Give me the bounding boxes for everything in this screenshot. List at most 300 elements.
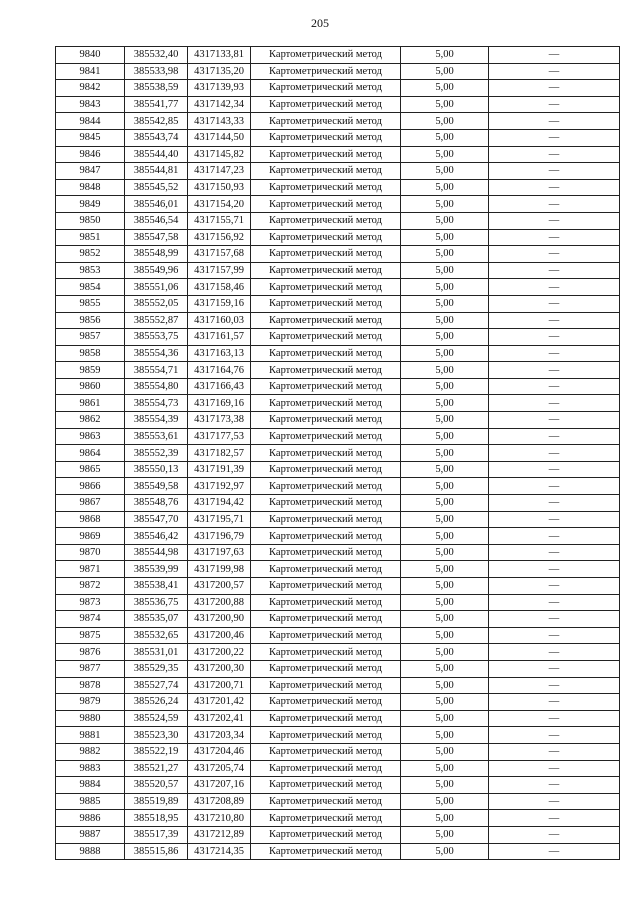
accuracy-cell: 5,00	[401, 843, 489, 860]
x-coordinate-cell: 385533,98	[125, 63, 188, 80]
method-cell: Картометрический метод	[251, 279, 401, 296]
y-coordinate-cell: 4317155,71	[188, 212, 251, 229]
x-coordinate-cell: 385517,39	[125, 826, 188, 843]
description-cell: —	[489, 660, 620, 677]
point-number-cell: 9863	[56, 428, 125, 445]
table-row	[56, 412, 620, 429]
description-cell: —	[489, 760, 620, 777]
method-cell: Картометрический метод	[251, 710, 401, 727]
method-cell: Картометрический метод	[251, 561, 401, 578]
point-number-cell: 9885	[56, 793, 125, 810]
description-cell: —	[489, 826, 620, 843]
y-coordinate-cell: 4317195,71	[188, 511, 251, 528]
point-number-cell: 9854	[56, 279, 125, 296]
y-coordinate-cell: 4317194,42	[188, 495, 251, 512]
accuracy-cell: 5,00	[401, 362, 489, 379]
accuracy-cell: 5,00	[401, 793, 489, 810]
x-coordinate-cell: 385539,99	[125, 561, 188, 578]
method-cell: Картометрический метод	[251, 677, 401, 694]
accuracy-cell: 5,00	[401, 461, 489, 478]
point-number-cell: 9840	[56, 47, 125, 64]
description-cell: —	[489, 262, 620, 279]
point-number-cell: 9876	[56, 644, 125, 661]
point-number-cell: 9887	[56, 826, 125, 843]
method-cell: Картометрический метод	[251, 478, 401, 495]
y-coordinate-cell: 4317208,89	[188, 793, 251, 810]
accuracy-cell: 5,00	[401, 644, 489, 661]
description-cell: —	[489, 428, 620, 445]
x-coordinate-cell: 385548,99	[125, 246, 188, 263]
accuracy-cell: 5,00	[401, 511, 489, 528]
table-row	[56, 312, 620, 329]
method-cell: Картометрический метод	[251, 96, 401, 113]
point-number-cell: 9873	[56, 594, 125, 611]
x-coordinate-cell: 385547,70	[125, 511, 188, 528]
table-row	[56, 196, 620, 213]
accuracy-cell: 5,00	[401, 212, 489, 229]
method-cell: Картометрический метод	[251, 777, 401, 794]
accuracy-cell: 5,00	[401, 743, 489, 760]
table-row	[56, 129, 620, 146]
description-cell: —	[489, 478, 620, 495]
method-cell: Картометрический метод	[251, 163, 401, 180]
y-coordinate-cell: 4317203,34	[188, 727, 251, 744]
accuracy-cell: 5,00	[401, 677, 489, 694]
y-coordinate-cell: 4317161,57	[188, 329, 251, 346]
method-cell: Картометрический метод	[251, 212, 401, 229]
table-row	[56, 329, 620, 346]
method-cell: Картометрический метод	[251, 694, 401, 711]
description-cell: —	[489, 777, 620, 794]
description-cell: —	[489, 345, 620, 362]
description-cell: —	[489, 113, 620, 130]
y-coordinate-cell: 4317169,16	[188, 395, 251, 412]
table-row	[56, 644, 620, 661]
method-cell: Картометрический метод	[251, 528, 401, 545]
point-number-cell: 9853	[56, 262, 125, 279]
y-coordinate-cell: 4317135,20	[188, 63, 251, 80]
method-cell: Картометрический метод	[251, 47, 401, 64]
accuracy-cell: 5,00	[401, 578, 489, 595]
method-cell: Картометрический метод	[251, 412, 401, 429]
method-cell: Картометрический метод	[251, 329, 401, 346]
x-coordinate-cell: 385552,87	[125, 312, 188, 329]
table-row	[56, 677, 620, 694]
method-cell: Картометрический метод	[251, 362, 401, 379]
x-coordinate-cell: 385538,41	[125, 578, 188, 595]
method-cell: Картометрический метод	[251, 312, 401, 329]
x-coordinate-cell: 385546,42	[125, 528, 188, 545]
description-cell: —	[489, 561, 620, 578]
y-coordinate-cell: 4317166,43	[188, 378, 251, 395]
table-row	[56, 47, 620, 64]
description-cell: —	[489, 129, 620, 146]
point-number-cell: 9870	[56, 544, 125, 561]
accuracy-cell: 5,00	[401, 246, 489, 263]
x-coordinate-cell: 385547,58	[125, 229, 188, 246]
y-coordinate-cell: 4317177,53	[188, 428, 251, 445]
y-coordinate-cell: 4317210,80	[188, 810, 251, 827]
y-coordinate-cell: 4317157,99	[188, 262, 251, 279]
point-number-cell: 9846	[56, 146, 125, 163]
point-number-cell: 9859	[56, 362, 125, 379]
description-cell: —	[489, 47, 620, 64]
x-coordinate-cell: 385524,59	[125, 710, 188, 727]
accuracy-cell: 5,00	[401, 129, 489, 146]
accuracy-cell: 5,00	[401, 146, 489, 163]
point-number-cell: 9855	[56, 295, 125, 312]
point-number-cell: 9860	[56, 378, 125, 395]
method-cell: Картометрический метод	[251, 445, 401, 462]
method-cell: Картометрический метод	[251, 196, 401, 213]
x-coordinate-cell: 385553,75	[125, 329, 188, 346]
description-cell: —	[489, 246, 620, 263]
accuracy-cell: 5,00	[401, 594, 489, 611]
description-cell: —	[489, 179, 620, 196]
description-cell: —	[489, 677, 620, 694]
accuracy-cell: 5,00	[401, 412, 489, 429]
accuracy-cell: 5,00	[401, 428, 489, 445]
description-cell: —	[489, 495, 620, 512]
x-coordinate-cell: 385529,35	[125, 660, 188, 677]
method-cell: Картометрический метод	[251, 743, 401, 760]
x-coordinate-cell: 385542,85	[125, 113, 188, 130]
x-coordinate-cell: 385536,75	[125, 594, 188, 611]
description-cell: —	[489, 710, 620, 727]
table-row	[56, 843, 620, 860]
accuracy-cell: 5,00	[401, 760, 489, 777]
x-coordinate-cell: 385550,13	[125, 461, 188, 478]
table-row	[56, 279, 620, 296]
point-number-cell: 9867	[56, 495, 125, 512]
table-row	[56, 395, 620, 412]
method-cell: Картометрический метод	[251, 810, 401, 827]
x-coordinate-cell: 385515,86	[125, 843, 188, 860]
description-cell: —	[489, 511, 620, 528]
point-number-cell: 9882	[56, 743, 125, 760]
x-coordinate-cell: 385552,05	[125, 295, 188, 312]
table-row	[56, 561, 620, 578]
x-coordinate-cell: 385531,01	[125, 644, 188, 661]
table-row	[56, 826, 620, 843]
point-number-cell: 9850	[56, 212, 125, 229]
method-cell: Картометрический метод	[251, 63, 401, 80]
x-coordinate-cell: 385546,54	[125, 212, 188, 229]
description-cell: —	[489, 146, 620, 163]
point-number-cell: 9871	[56, 561, 125, 578]
method-cell: Картометрический метод	[251, 179, 401, 196]
y-coordinate-cell: 4317147,23	[188, 163, 251, 180]
point-number-cell: 9886	[56, 810, 125, 827]
point-number-cell: 9861	[56, 395, 125, 412]
coordinates-table	[55, 46, 620, 860]
y-coordinate-cell: 4317159,16	[188, 295, 251, 312]
table-row	[56, 428, 620, 445]
x-coordinate-cell: 385544,98	[125, 544, 188, 561]
description-cell: —	[489, 229, 620, 246]
description-cell: —	[489, 594, 620, 611]
table-row	[56, 146, 620, 163]
method-cell: Картометрический метод	[251, 378, 401, 395]
x-coordinate-cell: 385554,39	[125, 412, 188, 429]
point-number-cell: 9849	[56, 196, 125, 213]
method-cell: Картометрический метод	[251, 760, 401, 777]
x-coordinate-cell: 385535,07	[125, 611, 188, 628]
x-coordinate-cell: 385532,65	[125, 627, 188, 644]
page-number: 205	[311, 16, 329, 30]
accuracy-cell: 5,00	[401, 229, 489, 246]
description-cell: —	[489, 196, 620, 213]
y-coordinate-cell: 4317163,13	[188, 345, 251, 362]
point-number-cell: 9842	[56, 80, 125, 97]
point-number-cell: 9877	[56, 660, 125, 677]
description-cell: —	[489, 694, 620, 711]
method-cell: Картометрический метод	[251, 129, 401, 146]
x-coordinate-cell: 385519,89	[125, 793, 188, 810]
point-number-cell: 9844	[56, 113, 125, 130]
description-cell: —	[489, 528, 620, 545]
table-row	[56, 793, 620, 810]
table-row	[56, 445, 620, 462]
x-coordinate-cell: 385543,74	[125, 129, 188, 146]
point-number-cell: 9845	[56, 129, 125, 146]
y-coordinate-cell: 4317160,03	[188, 312, 251, 329]
method-cell: Картометрический метод	[251, 80, 401, 97]
y-coordinate-cell: 4317200,22	[188, 644, 251, 661]
x-coordinate-cell: 385552,39	[125, 445, 188, 462]
y-coordinate-cell: 4317214,35	[188, 843, 251, 860]
accuracy-cell: 5,00	[401, 611, 489, 628]
accuracy-cell: 5,00	[401, 727, 489, 744]
table-row	[56, 760, 620, 777]
accuracy-cell: 5,00	[401, 777, 489, 794]
y-coordinate-cell: 4317143,33	[188, 113, 251, 130]
y-coordinate-cell: 4317133,81	[188, 47, 251, 64]
method-cell: Картометрический метод	[251, 295, 401, 312]
point-number-cell: 9872	[56, 578, 125, 595]
y-coordinate-cell: 4317164,76	[188, 362, 251, 379]
method-cell: Картометрический метод	[251, 627, 401, 644]
description-cell: —	[489, 727, 620, 744]
y-coordinate-cell: 4317182,57	[188, 445, 251, 462]
method-cell: Картометрический метод	[251, 229, 401, 246]
accuracy-cell: 5,00	[401, 262, 489, 279]
x-coordinate-cell: 385520,57	[125, 777, 188, 794]
method-cell: Картометрический метод	[251, 345, 401, 362]
description-cell: —	[489, 611, 620, 628]
table-row	[56, 378, 620, 395]
description-cell: —	[489, 445, 620, 462]
table-row	[56, 295, 620, 312]
table-row	[56, 727, 620, 744]
description-cell: —	[489, 362, 620, 379]
description-cell: —	[489, 627, 620, 644]
x-coordinate-cell: 385526,24	[125, 694, 188, 711]
method-cell: Картометрический метод	[251, 578, 401, 595]
accuracy-cell: 5,00	[401, 395, 489, 412]
table-row	[56, 179, 620, 196]
point-number-cell: 9881	[56, 727, 125, 744]
point-number-cell: 9888	[56, 843, 125, 860]
point-number-cell: 9879	[56, 694, 125, 711]
point-number-cell: 9862	[56, 412, 125, 429]
accuracy-cell: 5,00	[401, 163, 489, 180]
method-cell: Картометрический метод	[251, 644, 401, 661]
table-row	[56, 461, 620, 478]
y-coordinate-cell: 4317200,71	[188, 677, 251, 694]
point-number-cell: 9865	[56, 461, 125, 478]
point-number-cell: 9884	[56, 777, 125, 794]
y-coordinate-cell: 4317156,92	[188, 229, 251, 246]
table-row	[56, 544, 620, 561]
y-coordinate-cell: 4317201,42	[188, 694, 251, 711]
x-coordinate-cell: 385554,36	[125, 345, 188, 362]
accuracy-cell: 5,00	[401, 312, 489, 329]
accuracy-cell: 5,00	[401, 329, 489, 346]
point-number-cell: 9878	[56, 677, 125, 694]
description-cell: —	[489, 793, 620, 810]
method-cell: Картометрический метод	[251, 826, 401, 843]
x-coordinate-cell: 385527,74	[125, 677, 188, 694]
y-coordinate-cell: 4317197,63	[188, 544, 251, 561]
x-coordinate-cell: 385518,95	[125, 810, 188, 827]
table-row	[56, 528, 620, 545]
point-number-cell: 9841	[56, 63, 125, 80]
accuracy-cell: 5,00	[401, 295, 489, 312]
accuracy-cell: 5,00	[401, 660, 489, 677]
x-coordinate-cell: 385549,96	[125, 262, 188, 279]
accuracy-cell: 5,00	[401, 710, 489, 727]
y-coordinate-cell: 4317207,16	[188, 777, 251, 794]
table-row	[56, 694, 620, 711]
x-coordinate-cell: 385521,27	[125, 760, 188, 777]
accuracy-cell: 5,00	[401, 63, 489, 80]
method-cell: Картометрический метод	[251, 727, 401, 744]
table-row	[56, 229, 620, 246]
description-cell: —	[489, 329, 620, 346]
method-cell: Картометрический метод	[251, 793, 401, 810]
table-row	[56, 163, 620, 180]
y-coordinate-cell: 4317196,79	[188, 528, 251, 545]
x-coordinate-cell: 385553,61	[125, 428, 188, 445]
table-row	[56, 113, 620, 130]
table-row	[56, 594, 620, 611]
description-cell: —	[489, 279, 620, 296]
y-coordinate-cell: 4317200,88	[188, 594, 251, 611]
x-coordinate-cell: 385554,73	[125, 395, 188, 412]
accuracy-cell: 5,00	[401, 113, 489, 130]
method-cell: Картометрический метод	[251, 594, 401, 611]
point-number-cell: 9858	[56, 345, 125, 362]
point-number-cell: 9843	[56, 96, 125, 113]
accuracy-cell: 5,00	[401, 495, 489, 512]
accuracy-cell: 5,00	[401, 810, 489, 827]
accuracy-cell: 5,00	[401, 826, 489, 843]
y-coordinate-cell: 4317205,74	[188, 760, 251, 777]
x-coordinate-cell: 385532,40	[125, 47, 188, 64]
x-coordinate-cell: 385554,71	[125, 362, 188, 379]
table-row	[56, 777, 620, 794]
description-cell: —	[489, 163, 620, 180]
description-cell: —	[489, 644, 620, 661]
description-cell: —	[489, 212, 620, 229]
table-row	[56, 246, 620, 263]
point-number-cell: 9880	[56, 710, 125, 727]
description-cell: —	[489, 412, 620, 429]
table-row	[56, 362, 620, 379]
table-row	[56, 611, 620, 628]
x-coordinate-cell: 385522,19	[125, 743, 188, 760]
point-number-cell: 9848	[56, 179, 125, 196]
y-coordinate-cell: 4317139,93	[188, 80, 251, 97]
method-cell: Картометрический метод	[251, 511, 401, 528]
y-coordinate-cell: 4317150,93	[188, 179, 251, 196]
y-coordinate-cell: 4317204,46	[188, 743, 251, 760]
method-cell: Картометрический метод	[251, 395, 401, 412]
description-cell: —	[489, 378, 620, 395]
accuracy-cell: 5,00	[401, 47, 489, 64]
x-coordinate-cell: 385538,59	[125, 80, 188, 97]
method-cell: Картометрический метод	[251, 246, 401, 263]
description-cell: —	[489, 312, 620, 329]
table-row	[56, 660, 620, 677]
method-cell: Картометрический метод	[251, 113, 401, 130]
table-row	[56, 345, 620, 362]
table-row	[56, 627, 620, 644]
description-cell: —	[489, 544, 620, 561]
table-row	[56, 262, 620, 279]
point-number-cell: 9851	[56, 229, 125, 246]
accuracy-cell: 5,00	[401, 80, 489, 97]
accuracy-cell: 5,00	[401, 378, 489, 395]
y-coordinate-cell: 4317200,90	[188, 611, 251, 628]
method-cell: Картометрический метод	[251, 660, 401, 677]
accuracy-cell: 5,00	[401, 544, 489, 561]
accuracy-cell: 5,00	[401, 478, 489, 495]
description-cell: —	[489, 578, 620, 595]
table-row	[56, 743, 620, 760]
accuracy-cell: 5,00	[401, 279, 489, 296]
y-coordinate-cell: 4317142,34	[188, 96, 251, 113]
x-coordinate-cell: 385554,80	[125, 378, 188, 395]
point-number-cell: 9866	[56, 478, 125, 495]
table-row	[56, 810, 620, 827]
method-cell: Картометрический метод	[251, 544, 401, 561]
accuracy-cell: 5,00	[401, 96, 489, 113]
point-number-cell: 9875	[56, 627, 125, 644]
accuracy-cell: 5,00	[401, 179, 489, 196]
description-cell: —	[489, 843, 620, 860]
description-cell: —	[489, 395, 620, 412]
point-number-cell: 9847	[56, 163, 125, 180]
description-cell: —	[489, 295, 620, 312]
x-coordinate-cell: 385541,77	[125, 96, 188, 113]
method-cell: Картометрический метод	[251, 262, 401, 279]
x-coordinate-cell: 385551,06	[125, 279, 188, 296]
y-coordinate-cell: 4317200,30	[188, 660, 251, 677]
y-coordinate-cell: 4317154,20	[188, 196, 251, 213]
table-row	[56, 96, 620, 113]
point-number-cell: 9868	[56, 511, 125, 528]
y-coordinate-cell: 4317191,39	[188, 461, 251, 478]
table-row	[56, 511, 620, 528]
point-number-cell: 9869	[56, 528, 125, 545]
coordinates-table-body	[56, 47, 620, 860]
table-row	[56, 63, 620, 80]
table-row	[56, 212, 620, 229]
x-coordinate-cell: 385548,76	[125, 495, 188, 512]
method-cell: Картометрический метод	[251, 146, 401, 163]
